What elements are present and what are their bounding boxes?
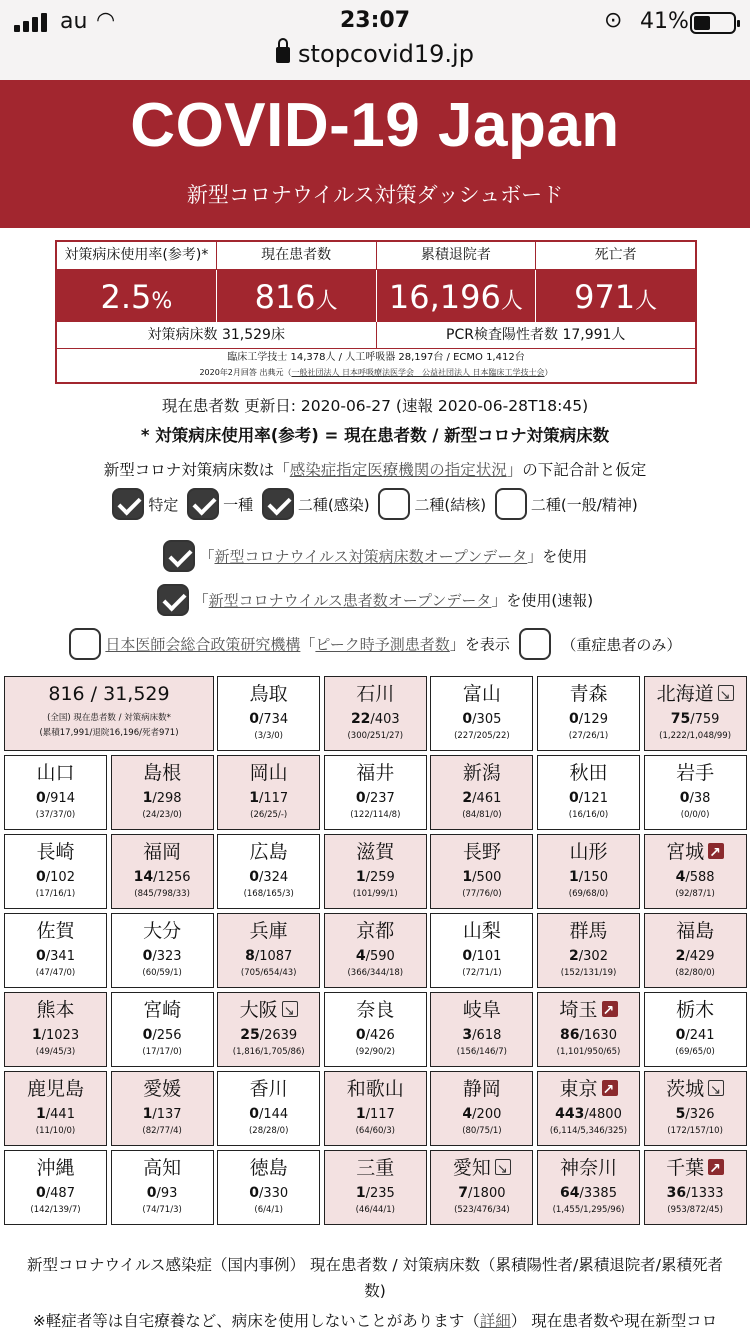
wifi-icon: ◠ (96, 8, 116, 33)
bed-type-nishu-ippan[interactable]: 二種(一般/精神) (495, 488, 638, 520)
prefecture-detail: (69/65/0) (675, 1047, 715, 1057)
prefecture-usage: 1/500 (462, 869, 502, 885)
prefecture-usage: 8/1087 (245, 948, 293, 964)
prefecture-name: 山口 (36, 762, 75, 784)
trend-down-icon (495, 1159, 511, 1175)
trend-up-icon (602, 1001, 618, 1017)
trend-up-icon (708, 1159, 724, 1175)
rotation-lock-icon: ⊙ (604, 8, 623, 33)
bed-type-nishu-kansen[interactable]: 二種(感染) (262, 488, 370, 520)
prefecture-detail: (17/16/1) (35, 889, 76, 899)
prefecture-name: 青森 (569, 683, 608, 705)
prefecture-name: 東京↗ (538, 1076, 639, 1102)
prefecture-cell[interactable] (217, 913, 320, 988)
prefecture-name: 熊本 (36, 999, 75, 1021)
prefecture-cell[interactable] (430, 992, 533, 1067)
prefecture-usage: 0/121 (569, 790, 608, 806)
prefecture-detail: (82/80/0) (675, 968, 715, 978)
prefecture-cell[interactable] (111, 755, 214, 830)
prefecture-name: 茨城↘ (645, 1076, 746, 1102)
prefecture-cell[interactable] (111, 992, 214, 1067)
bed-type-tokutei[interactable]: 特定 (112, 488, 178, 520)
source-note: 2020年2月回答 出典元（一般社団法人 日本呼吸療法医学会 公益社団法人 日本臨床工学技士会） (199, 368, 553, 377)
prefecture-name: 岡山 (249, 762, 288, 784)
prefecture-usage: 4/588 (675, 869, 715, 885)
prefecture-cell[interactable] (537, 1071, 640, 1146)
national-total-detail: (累積17,991/退院16,196/死者971) (39, 728, 179, 738)
bed-type-nishu-kekkaku[interactable]: 二種(結核) (378, 488, 486, 520)
prefecture-usage: 0/330 (249, 1185, 289, 1201)
prefecture-cell[interactable] (537, 755, 640, 830)
prefecture-name: 鹿児島 (26, 1078, 84, 1100)
prefecture-detail: (845/798/33) (134, 889, 190, 899)
prefecture-usage: 0/256 (142, 1027, 182, 1043)
prefecture-cell[interactable] (4, 992, 107, 1067)
prefecture-usage: 0/38 (679, 790, 711, 806)
designation-status-link[interactable]: 感染症指定医療機関の指定状況 (289, 461, 507, 479)
prefecture-usage: 1/259 (355, 869, 395, 885)
trend-up-icon (602, 1080, 618, 1096)
prefecture-detail: (11/10/0) (35, 1126, 76, 1136)
update-date: 現在患者数 更新日: 2020-06-27 (速報 2020-06-28T18:45) (161, 397, 589, 415)
bed-opendata-link[interactable]: 新型コロナウイルス対策病床数オープンデータ (214, 547, 528, 566)
prefecture-cell[interactable] (644, 676, 747, 751)
trend-down-icon (708, 1080, 724, 1096)
prefecture-detail: (80/75/1) (462, 1126, 502, 1136)
browser-chrome (0, 0, 750, 80)
prefecture-cell[interactable] (324, 676, 427, 751)
prefecture-detail: (0/0/0) (680, 810, 710, 820)
prefecture-name: 富山 (462, 683, 501, 705)
prefecture-name: 滋賀 (356, 841, 395, 863)
prefecture-detail: (953/872/45) (667, 1205, 723, 1215)
prefecture-cell[interactable] (644, 913, 747, 988)
prefecture-detail: (6,114/5,346/325) (549, 1126, 628, 1136)
prefecture-cell[interactable] (111, 834, 214, 909)
prefecture-usage: 0/101 (462, 948, 502, 964)
summary-values (57, 270, 695, 322)
national-total-value: 816 / 31,529 (48, 683, 170, 705)
prefecture-detail: (28/28/0) (248, 1126, 289, 1136)
prefecture-name: 長崎 (36, 841, 75, 863)
prefecture-usage: 2/429 (675, 948, 715, 964)
prefecture-cell[interactable] (111, 913, 214, 988)
prefecture-cell[interactable] (217, 834, 320, 909)
prefecture-usage: 22/403 (350, 711, 400, 727)
prefecture-cell[interactable] (217, 992, 320, 1067)
prefecture-detail: (24/23/0) (142, 810, 182, 820)
prefecture-cell[interactable] (430, 755, 533, 830)
peak-forecast-link[interactable]: ピーク時予測患者数 (315, 635, 450, 654)
prefecture-usage: 0/305 (462, 711, 502, 727)
prefecture-cell[interactable] (644, 1150, 747, 1225)
label-deaths: 死亡者 (536, 242, 695, 270)
checkbox-tokutei[interactable] (112, 488, 144, 520)
prefecture-usage: 0/144 (249, 1106, 289, 1122)
option-peak-forecast: 日本医師会総合政策研究機構「ピーク時予測患者数」を表示 （重症患者のみ） (0, 628, 750, 660)
prefecture-detail: (122/114/8) (350, 810, 401, 820)
summary-box (55, 240, 697, 384)
prefecture-detail: (366/344/18) (347, 968, 404, 978)
prefecture-usage: 0/102 (36, 869, 75, 885)
prefecture-detail: (6/4/1) (254, 1205, 283, 1215)
trend-down-icon (282, 1001, 298, 1017)
prefecture-detail: (72/71/1) (462, 968, 502, 978)
summary-labels (57, 242, 695, 270)
checkbox-patient-opendata[interactable] (157, 584, 189, 616)
prefecture-usage: 5/326 (675, 1106, 715, 1122)
prefecture-detail: (60/59/1) (142, 968, 182, 978)
prefecture-cell[interactable] (644, 1071, 747, 1146)
prefecture-usage: 0/487 (36, 1185, 75, 1201)
prefecture-usage: 2/461 (462, 790, 502, 806)
prefecture-name: 愛媛 (143, 1078, 182, 1100)
prefecture-detail: (172/157/10) (667, 1126, 723, 1136)
value-bed-usage: 2.5% (57, 270, 217, 322)
prefecture-name: 宮城↗ (645, 839, 746, 865)
checkbox-nishu-ippan[interactable] (495, 488, 527, 520)
prefecture-name: 鳥取 (249, 683, 288, 705)
bed-type-isshu[interactable]: 一種 (187, 488, 253, 520)
prefecture-usage: 1/117 (355, 1106, 395, 1122)
prefecture-name: 愛知↘ (431, 1155, 532, 1181)
prefecture-name: 長野 (462, 841, 501, 863)
prefecture-cell[interactable] (111, 1071, 214, 1146)
prefecture-cell[interactable] (644, 755, 747, 830)
prefecture-name: 和歌山 (346, 1078, 404, 1100)
prefecture-detail: (168/165/3) (243, 889, 294, 899)
prefecture-detail: (227/205/22) (454, 731, 510, 741)
prefecture-detail: (523/476/34) (454, 1205, 510, 1215)
prefecture-name: 福井 (356, 762, 395, 784)
prefecture-usage: 14/1256 (133, 869, 191, 885)
prefecture-detail: (82/77/4) (142, 1126, 182, 1136)
value-current-patients: 816人 (217, 270, 377, 322)
prefecture-detail: (26/25/-) (250, 810, 288, 820)
prefecture-usage: 1/117 (249, 790, 289, 806)
prefecture-detail: (1,816/1,705/86) (232, 1047, 305, 1057)
prefecture-cell[interactable] (537, 1150, 640, 1225)
footer-line-3: ※軽症者等は自宅療養など、病床を使用しないことがあります（詳細） 現在患者数や現在新型コロ (32, 1312, 718, 1330)
prefecture-detail: (74/71/3) (142, 1205, 182, 1215)
label-discharged: 累積退院者 (377, 242, 537, 270)
source-link[interactable]: 一般社団法人 日本呼吸療法医学会 公益社団法人 日本臨床工学技士会 (291, 368, 545, 377)
prefecture-cell[interactable] (324, 992, 427, 1067)
prefecture-usage: 4/200 (462, 1106, 502, 1122)
total-pcr-positive: PCR検査陽性者数 17,991人 (377, 322, 696, 349)
label-bed-usage: 対策病床使用率(参考)* (57, 242, 217, 270)
label-current-patients: 現在患者数 (217, 242, 377, 270)
prefecture-name: 静岡 (462, 1078, 501, 1100)
prefecture-usage: 1/150 (569, 869, 608, 885)
prefecture-usage: 1/441 (36, 1106, 75, 1122)
prefecture-usage: 0/93 (146, 1185, 178, 1201)
prefecture-name: 徳島 (249, 1157, 288, 1179)
prefecture-detail: (1,222/1,048/99) (659, 731, 732, 741)
page-title: COVID-19 Japan (130, 91, 620, 160)
carrier-label: au (60, 9, 88, 34)
prefecture-usage: 0/426 (355, 1027, 395, 1043)
option-patient-opendata: 「新型コロナウイルス患者数オープンデータ」を使用(速報) (0, 584, 750, 616)
prefecture-name: 岐阜 (462, 999, 501, 1021)
prefecture-cell[interactable] (4, 913, 107, 988)
prefecture-detail: (156/146/7) (456, 1047, 507, 1057)
prefecture-name: 福岡 (143, 841, 182, 863)
national-total-caption: (全国) 現在患者数 / 対策病床数* (47, 713, 171, 723)
prefecture-cell[interactable] (324, 913, 427, 988)
bed-assumption-note: 新型コロナ対策病床数は「感染症指定医療機関の指定状況」の下記合計と仮定 (103, 461, 647, 479)
total-beds: 対策病床数 31,529床 (57, 322, 377, 349)
prefecture-usage: 7/1800 (458, 1185, 506, 1201)
prefecture-name: 千葉↗ (645, 1155, 746, 1181)
prefecture-cell[interactable] (324, 834, 427, 909)
address-bar[interactable] (0, 40, 750, 68)
prefecture-detail: (92/90/2) (355, 1047, 395, 1057)
prefecture-name: 高知 (143, 1157, 182, 1179)
clock: 23:07 (339, 8, 411, 33)
prefecture-name: 兵庫 (249, 920, 288, 942)
prefecture-cell[interactable] (217, 676, 320, 751)
prefecture-cell[interactable] (324, 1071, 427, 1146)
prefecture-cell[interactable] (430, 1150, 533, 1225)
prefecture-cell[interactable] (430, 913, 533, 988)
bed-type-filters (0, 488, 750, 520)
prefecture-usage: 3/618 (462, 1027, 502, 1043)
prefecture-cell[interactable] (430, 676, 533, 751)
prefecture-usage: 0/734 (249, 711, 289, 727)
national-total-cell[interactable] (4, 676, 214, 751)
lock-icon (276, 47, 290, 63)
checkbox-severe-only[interactable] (519, 628, 551, 660)
prefecture-cell[interactable] (217, 1071, 320, 1146)
prefecture-name: 大分 (143, 920, 182, 942)
prefecture-cell[interactable] (537, 834, 640, 909)
checkbox-nishu-kansen[interactable] (262, 488, 294, 520)
prefecture-usage: 2/302 (569, 948, 608, 964)
prefecture-cell[interactable] (111, 1150, 214, 1225)
prefecture-detail: (47/47/0) (35, 968, 76, 978)
prefecture-detail: (46/44/1) (355, 1205, 395, 1215)
prefecture-name: 神奈川 (559, 1157, 617, 1179)
prefecture-usage: 86/1630 (560, 1027, 617, 1043)
prefecture-cell[interactable] (430, 834, 533, 909)
prefecture-name: 新潟 (462, 762, 501, 784)
prefecture-name: 北海道↘ (645, 681, 746, 707)
prefecture-cell[interactable] (4, 834, 107, 909)
prefecture-cell[interactable] (644, 834, 747, 909)
prefecture-name: 島根 (143, 762, 182, 784)
prefecture-usage: 0/324 (249, 869, 289, 885)
battery-icon (690, 12, 736, 34)
prefecture-name: 秋田 (569, 762, 608, 784)
prefecture-usage: 4/590 (355, 948, 395, 964)
prefecture-name: 群馬 (569, 920, 608, 942)
prefecture-usage: 0/237 (355, 790, 395, 806)
prefecture-name: 三重 (356, 1157, 395, 1179)
prefecture-detail: (17/17/0) (142, 1047, 182, 1057)
prefecture-name: 広島 (249, 841, 288, 863)
prefecture-detail: (16/16/0) (568, 810, 609, 820)
prefecture-cell[interactable] (324, 1150, 427, 1225)
prefecture-name: 埼玉↗ (538, 997, 639, 1023)
jmari-link[interactable]: 日本医師会総合政策研究機構 (105, 635, 301, 654)
prefecture-cell[interactable] (217, 755, 320, 830)
prefecture-detail: (3/3/0) (254, 731, 283, 741)
prefecture-detail: (142/139/7) (30, 1205, 81, 1215)
prefecture-detail: (705/654/43) (240, 968, 297, 978)
prefecture-detail: (1,455/1,295/96) (552, 1205, 625, 1215)
prefecture-usage: 1/1023 (31, 1027, 80, 1043)
prefecture-name: 岩手 (676, 762, 715, 784)
prefecture-name: 京都 (356, 920, 395, 942)
prefecture-usage: 443/4800 (555, 1106, 622, 1122)
prefecture-name: 奈良 (356, 999, 395, 1021)
prefecture-name: 大阪↘ (218, 997, 319, 1023)
prefecture-grid (4, 676, 746, 1228)
trend-up-icon (708, 843, 724, 859)
summary-totals (57, 322, 695, 349)
trend-down-icon (718, 685, 734, 701)
prefecture-detail: (77/76/0) (462, 889, 502, 899)
value-discharged: 16,196人 (377, 270, 537, 322)
prefecture-detail: (152/131/19) (560, 968, 617, 978)
url-text: stopcovid19.jp (298, 40, 474, 68)
prefecture-cell[interactable] (4, 755, 107, 830)
prefecture-cell[interactable] (537, 676, 640, 751)
prefecture-name: 香川 (249, 1078, 288, 1100)
option-bed-opendata: 「新型コロナウイルス対策病床数オープンデータ」を使用 (0, 540, 750, 572)
prefecture-cell[interactable] (4, 1071, 107, 1146)
prefecture-detail: (49/45/3) (35, 1047, 76, 1057)
prefecture-name: 山形 (569, 841, 608, 863)
prefecture-name: 栃木 (676, 999, 715, 1021)
prefecture-detail: (37/37/0) (35, 810, 76, 820)
prefecture-detail: (300/251/27) (347, 731, 404, 741)
prefecture-usage: 75/759 (670, 711, 720, 727)
patient-opendata-link[interactable]: 新型コロナウイルス患者数オープンデータ (208, 591, 492, 610)
prefecture-usage: 0/241 (675, 1027, 715, 1043)
page-subtitle: 新型コロナウイルス対策ダッシュボード (186, 183, 564, 207)
prefecture-usage: 0/341 (36, 948, 75, 964)
prefecture-name: 福島 (676, 920, 715, 942)
prefecture-usage: 0/129 (569, 711, 608, 727)
status-bar (0, 6, 750, 38)
footer-line-2: 数) (364, 1282, 386, 1300)
checkbox-peak-forecast[interactable] (69, 628, 101, 660)
prefecture-usage: 0/914 (36, 790, 75, 806)
prefecture-usage: 1/298 (142, 790, 182, 806)
checkbox-isshu[interactable] (187, 488, 219, 520)
formula-note: * 対策病床使用率(参考) = 現在患者数 / 新型コロナ対策病床数 (140, 426, 610, 445)
value-deaths: 971人 (574, 278, 658, 316)
prefecture-detail: (1,101/950/65) (556, 1047, 621, 1057)
prefecture-usage: 25/2639 (240, 1027, 298, 1043)
page-header (0, 80, 750, 228)
prefecture-detail: (64/60/3) (355, 1126, 395, 1136)
prefecture-detail: (69/68/0) (568, 889, 609, 899)
prefecture-detail: (101/99/1) (352, 889, 398, 899)
battery-percent: 41% (640, 9, 689, 34)
prefecture-cell[interactable] (217, 1150, 320, 1225)
footer-line-1: 新型コロナウイルス感染症（国内事例） 現在患者数 / 対策病床数（累積陽性者/累積退院者/累積死者 (26, 1256, 724, 1274)
checkbox-nishu-kekkaku[interactable] (378, 488, 410, 520)
prefecture-name: 宮崎 (143, 999, 182, 1021)
prefecture-name: 石川 (356, 683, 395, 705)
checkbox-bed-opendata[interactable] (163, 540, 195, 572)
prefecture-cell[interactable] (324, 755, 427, 830)
prefecture-cell[interactable] (4, 1150, 107, 1225)
prefecture-usage: 1/137 (142, 1106, 182, 1122)
prefecture-cell[interactable] (644, 992, 747, 1067)
footer-note (0, 1252, 750, 1334)
prefecture-usage: 36/1333 (666, 1185, 724, 1201)
prefecture-name: 佐賀 (36, 920, 75, 942)
prefecture-usage: 0/323 (142, 948, 182, 964)
prefecture-cell[interactable] (537, 992, 640, 1067)
prefecture-cell[interactable] (537, 913, 640, 988)
prefecture-name: 山梨 (462, 920, 501, 942)
prefecture-name: 沖縄 (36, 1157, 75, 1179)
prefecture-usage: 1/235 (355, 1185, 395, 1201)
details-link[interactable]: 詳細 (479, 1312, 511, 1330)
prefecture-detail: (84/81/0) (462, 810, 502, 820)
prefecture-cell[interactable] (430, 1071, 533, 1146)
prefecture-detail: (92/87/1) (675, 889, 715, 899)
prefecture-detail: (27/26/1) (568, 731, 609, 741)
prefecture-usage: 64/3385 (560, 1185, 617, 1201)
equipment-stats: 臨床工学技士 14,378人 / 人工呼吸器 28,197台 / ECMO 1,412台 (227, 352, 525, 363)
